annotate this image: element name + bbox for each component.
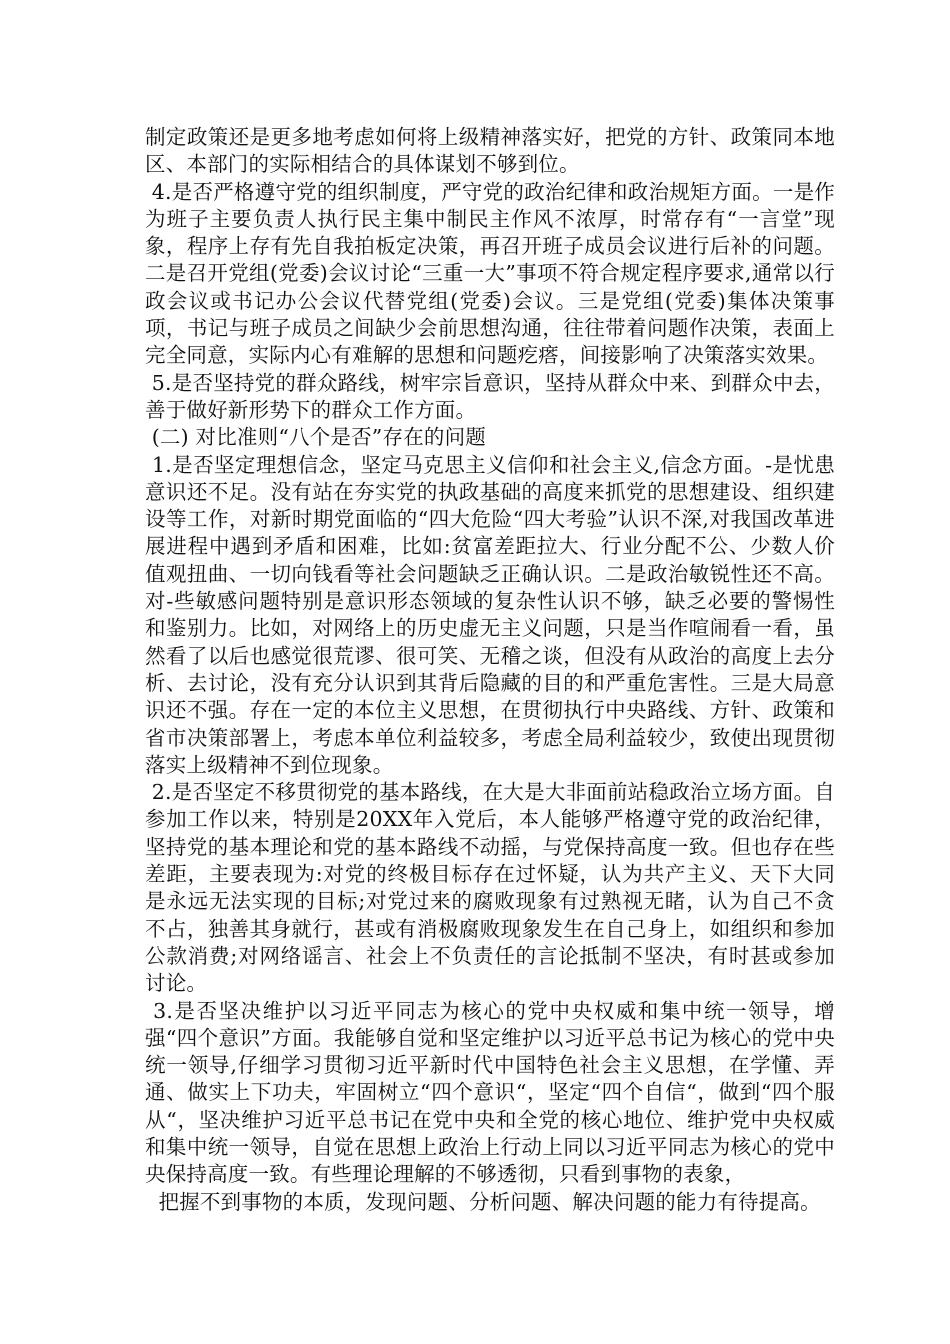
paragraph-item-4: 4.是否严格遵守党的组织制度，严守党的政治纪律和政治规矩方面。一是作为班子主要负责人执行民主集中制民主作风不浓厚，时常存有“一言堂”现象，程序上存有先自我拍板定决策，再召开班子成员会议进行后补的问题。二是召开党组(党委)会议讨论“三重一大”事项不符合规定程序要求,通常以行政会议或书记办公会议代替党组(党委)会议。三是党组(党委)集体决策事项，书记与班子成员之间缺少会前思想沟通，往往带着问题作决策，表面上完全同意，实际内心有难解的思想和问题疙瘩，间接影响了决策落实效果。: [145, 179, 836, 368]
paragraph-conclusion: 把握不到事物的本质，发现问题、分析问题、解决问题的能力有待提高。: [145, 1189, 821, 1214]
paragraph-item-3: 3.是否坚决维护以习近平同志为核心的党中央权威和集中统一领导，增强“四个意识”方面。我能够自觉和坚定维护以习近平总书记为核心的党中央统一领导,仔细学习贯彻习近平新时代中国特色社会主义思想，在学懂、弄通、做实上下功夫，牢固树立“四个意识“，坚定“四个自信“，做到“四个服从“，坚决维护习近平总书记在党中央和全党的核心地位、维护党中央权威和集中统一领导，自觉在思想上政治上行动上同以习近平同志为核心的党中央保持高度一致。有些理论理解的不够透彻，只看到事物的表象，: [145, 998, 835, 1187]
paragraph-item-2: 2.是否坚定不移贯彻党的基本路线，在大是大非面前站稳政治立场方面。自参加工作以来，特别是20XX年入党后，本人能够严格遵守党的政治纪律，坚持党的基本理论和党的基本路线不动摇，与党保持高度一致。但也存在些差距，主要表现为:对党的终极目标存在过怀疑，认为共产主义、天下大同是永远无法实现的目标;对党过来的腐败现象有过熟视无睹，认为自己不贪不占，独善其身就行，甚或有消极腐败现象发生在自己身上，如组织和参加公款消费;对网络谣言、社会上不负责任的言论抵制不坚决，有时甚或参加讨论。: [145, 780, 836, 996]
document-body: [145, 124, 835, 1216]
paragraph-item-5: 5.是否坚持党的群众路线，树牢宗旨意识，坚持从群众中来、到群众中去，善于做好新形势下的群众工作方面。: [145, 370, 836, 422]
section-heading-2: (二) 对比准则“八个是否”存在的问题: [145, 425, 486, 450]
paragraph-policy: 制定政策还是更多地考虑如何将上级精神落实好，把党的方针、政策同本地区、本部门的实际相结合的具体谋划不够到位。: [145, 125, 835, 177]
paragraph-item-1: 1.是否坚定理想信念，坚定马克思主义信仰和社会主义,信念方面。-是忧患意识还不足。没有站在夯实党的执政基础的高度来抓党的思想建设、组织建设等工作，对新时期党面临的“四大危险“四大考验”认识不深,对我国改革进展进程中遇到矛盾和困难，比如:贫富差距拉大、行业分配不公、少数人价值观扭曲、一切向钱看等社会问题缺乏正确认识。二是政治敏锐性还不高。对-些敏感问题特别是意识形态领域的复杂性认识不够，缺乏必要的警惕性和鉴别力。比如，对网络上的历史虚无主义问题，只是当作喧闹看一看，虽然看了以后也感觉很荒谬、很可笑、无稽之谈，但没有从政治的高度上去分析、去讨论，没有充分认识到其背后隐藏的目的和严重危害性。三是大局意识还不强。存在一定的本位主义思想，在贯彻执行中央路线、方针、政策和省市决策部署上，考虑本单位利益较多，考虑全局利益较少，致使出现贯彻落实上级精神不到位现象。: [145, 452, 835, 777]
